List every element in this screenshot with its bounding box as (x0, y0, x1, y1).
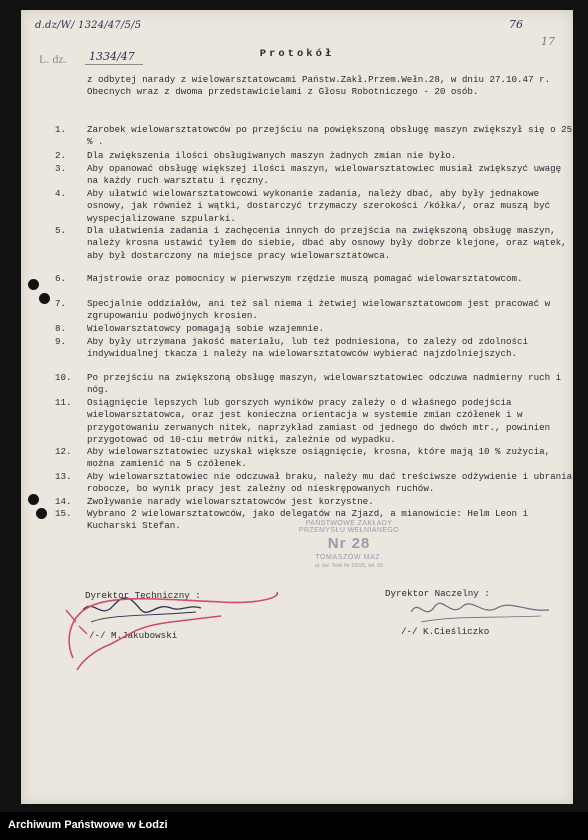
left-signature-label: Dyrektor Techniczny : (85, 590, 201, 601)
item-number: 3. (55, 163, 67, 174)
item-number: 6. (55, 273, 67, 284)
item-number: 15. (55, 508, 72, 519)
signature-scribbles (21, 10, 573, 804)
right-signature-label: Dyrektor Naczelny : (385, 588, 490, 599)
right-signature-name: /-/ K.Cieśliczko (401, 626, 490, 637)
page-number: 17 (541, 35, 555, 48)
stamp-number: Nr 28 (327, 535, 371, 552)
item-text: Majstrowie oraz pomocnicy w pierwszym rzędzie muszą pomagać wielowarsztatowcom. (87, 273, 523, 284)
intro-paragraph: z odbytej narady z wielowarsztatowcami Państw.Zakł.Przem.Wełn.28, w dniu 27.10.47 r. Obecnych wraz z dwoma przedstawicielami z Głosu Robotniczego - 20 osób. (87, 74, 551, 98)
item-number: 12. (55, 446, 72, 457)
corner-mark: 76 (509, 18, 523, 31)
document-page (21, 10, 573, 804)
document-title: Protokół (259, 48, 335, 60)
stamp-address: ul. św. Tekli Nr 23/25, tel. 65 (314, 563, 384, 569)
item-text: Aby wielowarsztatowiec uzyskał większe osiągnięcie, krosna, które mają 10 % zużycia, można zamienić na 5 czółenek. (87, 446, 551, 470)
item-number: 11. (55, 397, 72, 408)
item-text: Zarobek wielowarsztatowców po przejściu na powiększoną obsługę maszyn zwiększył się o 25 % . (87, 124, 573, 148)
item-number: 7. (55, 298, 67, 309)
item-text: Zwoływanie narady wielowarsztatowców jest korzystne. (87, 496, 374, 507)
item-number: 2. (55, 150, 67, 161)
item-text: Aby opanować obsługę większej ilości maszyn, wielowarsztatowiec musiał zwiększyć uwagę na każdy ruch warsztatu i ręczny. (87, 163, 562, 187)
left-signature-name: /-/ M.Jakubowski (89, 630, 178, 641)
item-text: Aby wielowarsztatowiec nie odczuwał braku, należy mu dać treściwsze odżywienie i ubrania robocze, bo wynik pracy jest zależny od nieskrępowanych ruchów. (87, 471, 573, 495)
item-text: Dla zwiększenia ilości obsługiwanych maszyn żadnych zmian nie było. (87, 150, 457, 161)
ldz-number: 1334/47 (89, 50, 135, 63)
item-number: 13. (55, 471, 72, 482)
stamp-line: PAŃSTWOWE ZAKŁADY (305, 520, 393, 527)
item-text: Wielowarsztatowcy pomagają sobie wzajemnie. (87, 323, 325, 334)
item-number: 10. (55, 372, 72, 383)
archive-footer (0, 812, 588, 840)
item-number: 4. (55, 188, 67, 199)
item-text: Aby ułatwić wielowarsztatowcowi wykonanie zadania, należy dbać, aby były jednakowe osnowy, jak również i wątki, dostarczyć trzymaczy szerokości /kółka/, oraz muszą być wyspecjalizowane szpularki. (87, 188, 551, 224)
item-number: 8. (55, 323, 67, 334)
item-text: Osiągnięcie lepszych lub gorszych wyników pracy zależy o d właśnego podejścia wielowarsztatowca, oraz jest konieczna orientacja w systemie zmian czółenek i w przygotowaniu zerwanych nitek, naprzykład zamiast od jednego do dwóch mtr., powinien przygotować od 10-ciu metrów nitki, zależnie od wypadku. (87, 397, 551, 446)
item-text: Po przejściu na zwiększoną obsługę maszyn, wielowarsztatowiec odczuwa nadmierny ruch i nóg. (87, 372, 562, 396)
item-number: 1. (55, 124, 67, 135)
ldz-prefix: L. dz. (39, 52, 67, 66)
item-number: 9. (55, 336, 67, 347)
stamp-line: PRZEMYSŁU WEŁNIANEGO (298, 527, 400, 534)
item-text: Specjalnie oddziałów, ani też sal niema i żetwiej wielowarsztatowcom jest pracować w zgrupowaniu podwójnych krosien. (87, 298, 551, 322)
archive-reference: d.dz/W/ 1324/47/5/5 (35, 20, 142, 31)
item-text: Dla ułatwienia zadania i zachęcenia innych do przejścia na zwiększoną obsługę maszyn, należy krosna ustawić tyłem do siebie, dbać aby osnowy były dobrze klejone, oraz wątek, aby był dostarczony na miejsce pracy wielowarsztatowca. (87, 225, 567, 261)
item-text: Wybrano 2 wielowarsztatowców, jako delegatów na Zjazd, a mianowicie: Helm Leon i Kucharski Stefan. (87, 508, 529, 532)
item-text: Aby były utrzymana jakość materiału, lub też podniesiona, to zależy od zdolności indywidualnej tkacza i należy na wielowarsztatowców wybierać najzdolniejszych. (87, 336, 529, 360)
stamp-line: TOMASZÓW MAZ. (315, 554, 383, 561)
item-number: 5. (55, 225, 67, 236)
item-number: 14. (55, 496, 72, 507)
archive-name: Archiwum Państwowe w Łodzi (8, 819, 168, 831)
